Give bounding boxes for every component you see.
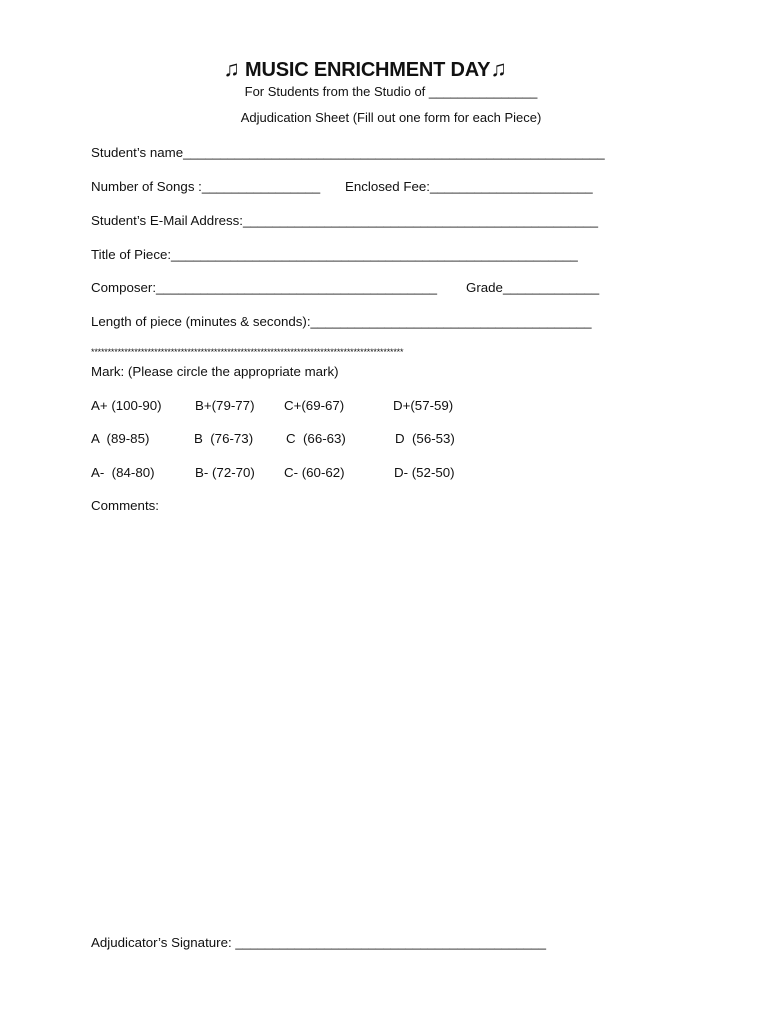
title-of-piece-field[interactable]: Title of Piece:_______________________________________________________: [91, 247, 578, 262]
separator-line: **********************************************************************************************: [91, 347, 404, 357]
student-name-field[interactable]: Student’s name_________________________________________________________: [91, 145, 605, 160]
studio-line: For Students from the Studio of _______________: [244, 84, 538, 99]
music-note-icon: ♫: [223, 56, 240, 81]
length-field[interactable]: Length of piece (minutes & seconds):______________________________________: [91, 314, 592, 329]
mark-option[interactable]: A (89-85): [91, 431, 150, 446]
title-text: MUSIC ENRICHMENT DAY: [245, 59, 491, 81]
mark-option[interactable]: D- (52-50): [394, 465, 455, 480]
mark-option[interactable]: A- (84-80): [91, 465, 155, 480]
mark-option[interactable]: C+(69-67): [284, 398, 345, 413]
songs-count-field[interactable]: Number of Songs :________________: [91, 179, 321, 194]
form-instructions: Adjudication Sheet (Fill out one form for each Piece): [240, 110, 542, 125]
signature-field[interactable]: Adjudicator’s Signature: __________________________________________: [91, 935, 546, 950]
mark-option[interactable]: B- (72-70): [195, 465, 255, 480]
enclosed-fee-field[interactable]: Enclosed Fee:______________________: [345, 179, 593, 194]
mark-option[interactable]: C (66-63): [286, 431, 346, 446]
composer-field[interactable]: Composer:______________________________________: [91, 280, 438, 295]
mark-instructions: Mark: (Please circle the appropriate mark): [91, 364, 339, 379]
email-field[interactable]: Student’s E-Mail Address:________________________________________________: [91, 213, 598, 228]
comments-label: Comments:: [91, 498, 159, 513]
mark-option[interactable]: A+ (100-90): [91, 398, 162, 413]
mark-option[interactable]: B+(79-77): [195, 398, 255, 413]
mark-option[interactable]: D (56-53): [395, 431, 455, 446]
mark-option[interactable]: B (76-73): [194, 431, 254, 446]
mark-option[interactable]: C- (60-62): [284, 465, 345, 480]
music-note-icon: ♫: [490, 56, 507, 81]
grade-field[interactable]: Grade_____________: [466, 280, 600, 295]
page-title: [0, 56, 730, 82]
mark-option[interactable]: D+(57-59): [393, 398, 454, 413]
